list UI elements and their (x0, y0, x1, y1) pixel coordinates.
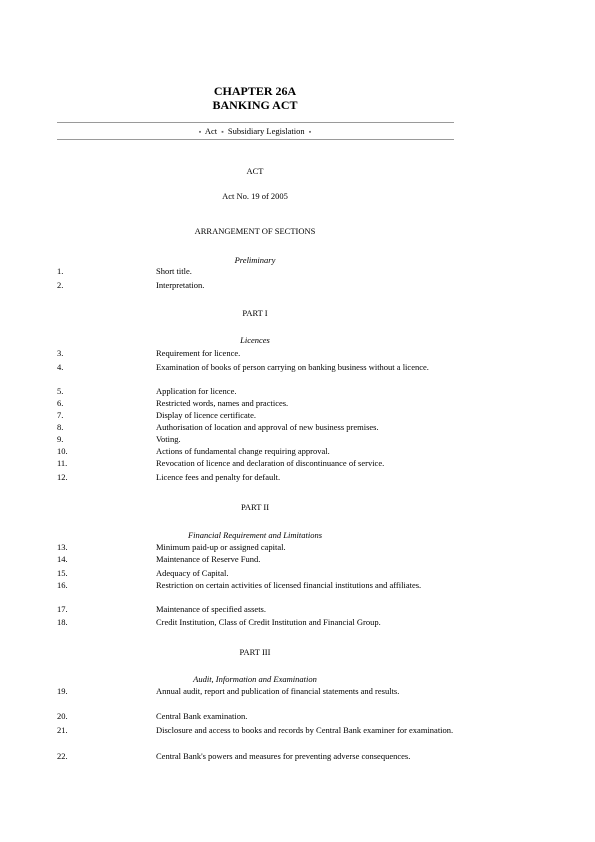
section-number: 14. (57, 554, 68, 564)
section-number: 5. (57, 386, 64, 396)
section-number: 6. (57, 398, 64, 408)
section-title[interactable]: Examination of books of person carrying on banking business without a licence. (156, 362, 429, 372)
section-number: 1. (57, 266, 64, 276)
section-number: 19. (57, 686, 68, 696)
section-title[interactable]: Voting. (156, 434, 181, 444)
section-title[interactable]: Central Bank's powers and measures for preventing adverse consequences. (156, 751, 411, 761)
section-title[interactable]: Maintenance of Reserve Fund. (156, 554, 261, 564)
section-number: 17. (57, 604, 68, 614)
act-heading: ACT (246, 166, 264, 176)
part-heading-1: PART I (242, 308, 268, 318)
section-number: 11. (57, 458, 68, 468)
section-title[interactable]: Adequacy of Capital. (156, 568, 229, 578)
section-title[interactable]: Restricted words, names and practices. (156, 398, 289, 408)
section-number: 15. (57, 568, 68, 578)
section-title[interactable]: Central Bank examination. (156, 711, 248, 721)
section-number: 8. (57, 422, 64, 432)
section-title[interactable]: Disclosure and access to books and records by Central Bank examiner for examination. (156, 725, 454, 735)
nav-link-act[interactable]: Act (204, 126, 218, 136)
section-number: 20. (57, 711, 68, 721)
section-title[interactable]: Licence fees and penalty for default. (156, 472, 281, 482)
group-heading-licences: Licences (240, 335, 270, 345)
nav-bar (0, 126, 510, 136)
bullet-icon: ▪ (308, 128, 312, 136)
section-title[interactable]: Minimum paid-up or assigned capital. (156, 542, 286, 552)
bullet-icon: ▪ (198, 128, 202, 136)
section-title[interactable]: Requirement for licence. (156, 348, 241, 358)
nav-link-subsidiary-legislation[interactable]: Subsidiary Legislation (227, 126, 305, 136)
section-number: 3. (57, 348, 64, 358)
section-title[interactable]: Application for licence. (156, 386, 237, 396)
section-title[interactable]: Restriction on certain activities of licensed financial institutions and affiliates. (156, 580, 422, 590)
section-number: 22. (57, 751, 68, 761)
section-title[interactable]: Short title. (156, 266, 192, 276)
section-title[interactable]: Annual audit, report and publication of financial statements and results. (156, 686, 400, 696)
part-heading-2: PART II (240, 502, 270, 512)
section-number: 12. (57, 472, 68, 482)
section-title[interactable]: Credit Institution, Class of Credit Institution and Financial Group. (156, 617, 381, 627)
top-rule (57, 122, 454, 123)
arrangement-heading: ARRANGEMENT OF SECTIONS (194, 226, 316, 236)
section-number: 7. (57, 410, 64, 420)
section-title[interactable]: Actions of fundamental change requiring approval. (156, 446, 330, 456)
group-heading-financial: Financial Requirement and Limitations (187, 530, 323, 540)
section-title[interactable]: Revocation of licence and declaration of discontinuance of service. (156, 458, 385, 468)
section-number: 4. (57, 362, 64, 372)
section-number: 13. (57, 542, 68, 552)
section-number: 18. (57, 617, 68, 627)
section-title[interactable]: Maintenance of specified assets. (156, 604, 266, 614)
part-heading-3: PART III (239, 647, 271, 657)
section-number: 21. (57, 725, 68, 735)
section-title[interactable]: Authorisation of location and approval of new business premises. (156, 422, 379, 432)
section-title[interactable]: Interpretation. (156, 280, 205, 290)
bullet-icon: ▪ (221, 128, 224, 136)
section-number: 2. (57, 280, 64, 290)
act-title: BANKING ACT (212, 98, 298, 112)
group-heading-preliminary: Preliminary (234, 255, 276, 265)
section-number: 10. (57, 446, 68, 456)
chapter-heading: CHAPTER 26A (213, 84, 297, 98)
section-title[interactable]: Display of licence certificate. (156, 410, 257, 420)
section-number: 16. (57, 580, 68, 590)
section-number: 9. (57, 434, 64, 444)
act-number: Act No. 19 of 2005 (222, 191, 288, 201)
group-heading-audit: Audit, Information and Examination (193, 674, 317, 684)
bottom-rule (57, 139, 454, 140)
